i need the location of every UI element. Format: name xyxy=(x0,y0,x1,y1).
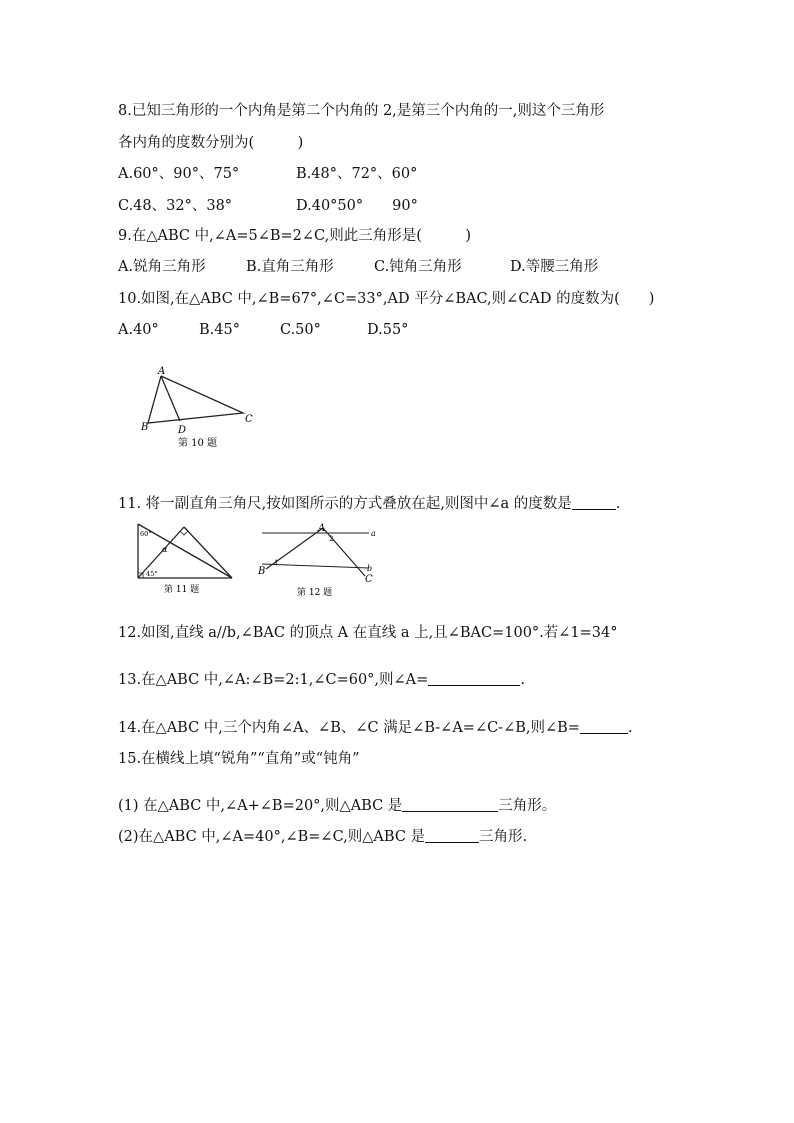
q12-label-line-a: a xyxy=(371,529,376,538)
q13-stem-line xyxy=(118,670,525,690)
q11-label-60: 60° xyxy=(140,530,152,538)
q15-part2-text: (2)在△ABC 中,∠A=40°,∠B=∠C,则△ABC 是 xyxy=(118,829,426,845)
q12-label-angle-2: 2 xyxy=(329,535,334,543)
q10-stem: 10.如图,在△ABC 中,∠B=67°,∠C=33°,AD 平分∠BAC,则∠CAD 的度数为( ) xyxy=(118,291,655,307)
q11-stem-end: . xyxy=(615,496,621,512)
q9-option-b: B.直角三角形 xyxy=(246,259,334,275)
q10-label-b: B xyxy=(141,422,149,433)
q11-stem: 11. 将一副直角三角尺,按如图所示的方式叠放在起,则图中∠a 的度数是 xyxy=(118,496,572,512)
q9-option-c: C.钝角三角形 xyxy=(374,259,462,275)
q9-option-a: A.锐角三角形 xyxy=(118,259,206,275)
q11-label-alpha: α xyxy=(162,545,168,554)
q12-parallel-lines-figure xyxy=(252,518,382,600)
q11-label-45: 45° xyxy=(146,570,158,578)
q10-option-c: C.50° xyxy=(280,322,321,338)
q13-answer-blank[interactable] xyxy=(428,671,520,686)
q8-stem-line2: 各内角的度数分别为( ) xyxy=(118,135,304,151)
q15-part2-suffix: 三角形. xyxy=(479,829,528,845)
q12-caption: 第 12 题 xyxy=(297,588,333,598)
q8-stem-line1: 8.已知三角形的一个内角是第二个内角的 2,是第三个内角的一,则这个三角形 xyxy=(118,103,605,119)
q12-stem: 12.如图,直线 a//b,∠BAC 的顶点 A 在直线 a 上,且∠BAC=100°.若∠1=34° xyxy=(118,625,618,641)
q14-answer-blank[interactable] xyxy=(580,719,628,734)
q11-answer-blank[interactable] xyxy=(572,495,616,510)
q15-part1-suffix: 三角形。 xyxy=(498,798,557,814)
q15-stem: 15.在横线上填“锐角”“直角”或“钝角” xyxy=(118,751,360,767)
q11-caption: 第 11 题 xyxy=(164,585,200,595)
q10-triangle-figure xyxy=(138,360,273,450)
q10-label-a: A xyxy=(158,366,166,377)
q15-part2-blank[interactable] xyxy=(425,828,479,843)
q14-stem-end: . xyxy=(627,720,633,736)
q9-option-d: D.等腰三角形 xyxy=(510,259,599,275)
q14-stem: 14.在△ABC 中,三个内角∠A、∠B、∠C 满足∠B-∠A=∠C-∠B,则∠B= xyxy=(118,720,580,736)
q10-caption: 第 10 题 xyxy=(178,438,218,449)
q15-part2-line xyxy=(118,827,527,847)
q15-part1-blank[interactable] xyxy=(402,797,498,812)
q12-label-line-b: b xyxy=(367,564,373,573)
q12-label-a-vertex: A xyxy=(318,523,326,534)
q8-option-c: C.48、32°、38° xyxy=(118,198,233,214)
q12-label-angle-1: 1 xyxy=(274,559,279,567)
q15-part1-text: (1) 在△ABC 中,∠A+∠B=20°,则△ABC 是 xyxy=(118,798,403,814)
q13-stem-end: . xyxy=(520,672,525,688)
q9-stem: 9.在△ABC 中,∠A=5∠B=2∠C,则此三角形是( ) xyxy=(118,228,472,244)
q10-option-d: D.55° xyxy=(367,322,409,338)
q11-stem-line xyxy=(118,494,620,514)
q10-option-a: A.40° xyxy=(118,322,159,338)
q8-option-a: A.60°、90°、75° xyxy=(118,166,240,182)
q10-label-d: D xyxy=(178,425,187,436)
q11-set-squares-figure xyxy=(128,518,238,600)
q10-label-c: C xyxy=(245,414,253,425)
q8-option-d: D.40°50° 90° xyxy=(296,198,418,214)
q8-option-b: B.48°、72°、60° xyxy=(296,166,418,182)
q12-label-b-vertex: B xyxy=(258,566,266,577)
q12-label-c-vertex: C xyxy=(365,574,373,585)
q14-stem-line xyxy=(118,718,633,738)
q15-part1-line xyxy=(118,796,556,816)
q10-option-b: B.45° xyxy=(199,322,240,338)
q13-stem: 13.在△ABC 中,∠A:∠B=2:1,∠C=60°,则∠A= xyxy=(118,672,429,688)
